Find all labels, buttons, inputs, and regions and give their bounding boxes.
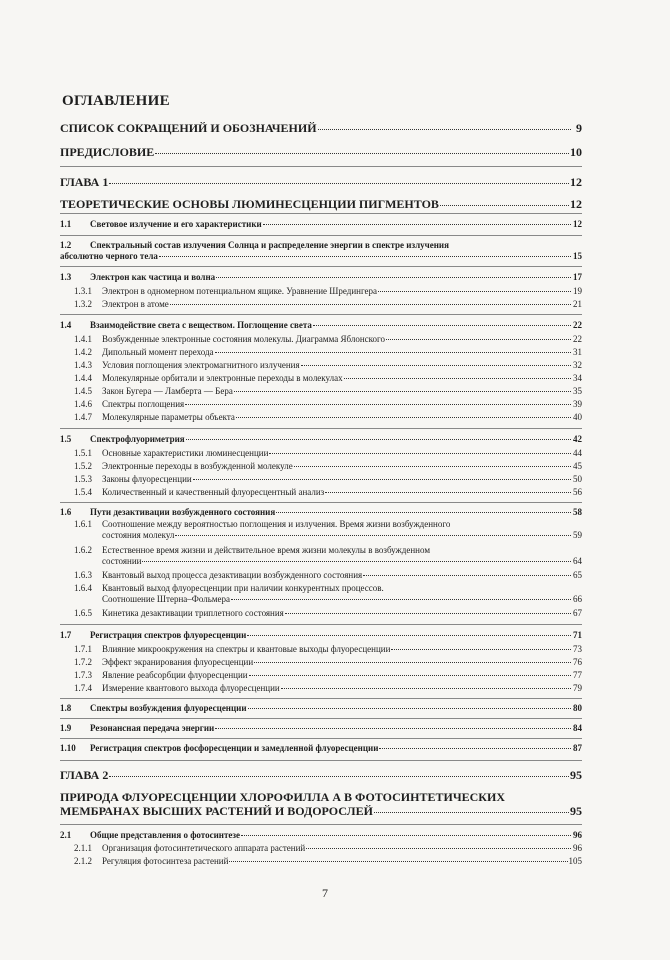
toc-entry-1-7-3[interactable] [60,670,582,681]
entry-label: Явление реабсорбции флуоресценции [102,670,248,680]
toc-entry-1-9[interactable] [60,723,582,734]
entry-label: Законы флуоресценции [102,474,192,484]
entry-label: ГЛАВА 1 [60,175,109,189]
entry-number: 1.5 [60,434,72,444]
entry-label: Квантовый выход процесса дезактивации возбужденного состояния [102,570,363,580]
entry-number: 1.4.4 [74,373,92,383]
entry-label-cont: состоянии [102,556,142,566]
divider [60,235,582,236]
entry-number: 1.2 [60,240,72,250]
entry-page: 40 [573,412,582,422]
toc-entry-1-6-3[interactable] [60,570,582,581]
entry-page: 87 [573,743,582,753]
divider [60,314,582,315]
entry-label: Общие представления о фотосинтезе [90,830,241,840]
entry-label: Дипольный момент перехода [102,347,214,357]
toc-entry-1-4-1[interactable] [60,334,582,345]
entry-label: Основные характеристики люминесценции [102,448,269,458]
toc-entry-1-10[interactable] [60,743,582,754]
toc-entry-1-6-1[interactable] [60,519,582,541]
entry-number: 2.1.1 [74,843,92,853]
entry-page: 10 [570,145,582,159]
toc-entry-1-3-2[interactable] [60,299,582,310]
page-number: 7 [322,886,328,900]
entry-page: 64 [573,556,582,566]
entry-number: 1.6.1 [74,519,92,529]
entry-page: 15 [573,251,582,261]
toc-entry-1-4-2[interactable] [60,347,582,358]
entry-page: 105 [568,856,582,866]
toc-entry-2-1-2[interactable] [60,856,582,867]
entry-number: 1.4.1 [74,334,92,344]
entry-page: 22 [573,320,582,330]
toc-entry-1-4-6[interactable] [60,399,582,410]
toc-entry-1-8[interactable] [60,703,582,714]
entry-label: Количественный и качественный флуоресцентный анализ [102,487,325,497]
entry-page: 21 [573,299,582,309]
entry-page: 32 [573,360,582,370]
entry-label: Молекулярные орбитали и электронные переходы в молекулах [102,373,343,383]
toc-entry-1-3[interactable] [60,272,582,283]
entry-number: 1.7.4 [74,683,92,693]
entry-label: Спектральный состав излучения Солнца и распределение энергии в спектре излучения [90,240,449,250]
divider [60,698,582,699]
entry-label: Электрон в одномерном потенциальном ящике. Уравнение Шредингера [102,286,378,296]
entry-label: Кинетика дезактивации триплетного состояния [102,608,284,618]
toc-entry-1-5-2[interactable] [60,461,582,472]
entry-page: 73 [573,644,582,654]
divider [60,213,582,214]
entry-number: 1.8 [60,703,72,713]
entry-number: 1.5.4 [74,487,92,497]
entry-number: 1.6.5 [74,608,92,618]
entry-number: 1.3 [60,272,72,282]
entry-number: 2.1 [60,830,72,840]
entry-page: 39 [573,399,582,409]
entry-page: 56 [573,487,582,497]
toc-entry-1-7-2[interactable] [60,657,582,668]
entry-label-cont: абсолютно черного тела [60,251,158,261]
toc-entry-1-5-3[interactable] [60,474,582,485]
entry-number: 1.3.1 [74,286,92,296]
entry-label: Организация фотосинтетического аппарата растений [102,843,306,853]
entry-label: Измерение квантового выхода флуоресценции [102,683,280,693]
entry-label-cont: состояния молекул [102,530,175,540]
entry-number: 1.5.2 [74,461,92,471]
entry-number: 1.4 [60,320,72,330]
entry-number: 1.3.2 [74,299,92,309]
entry-number: 1.7.2 [74,657,92,667]
toc-entry-1-3-1[interactable] [60,286,582,297]
divider [60,428,582,429]
entry-label: Электрон в атоме [102,299,169,309]
entry-label: Регистрация спектров флуоресценции [90,630,247,640]
entry-label: Спектры поглощения [102,399,185,409]
entry-page: 80 [573,703,582,713]
toc-entry-1-5-4[interactable] [60,487,582,498]
divider [60,760,582,761]
entry-number: 1.4.3 [74,360,92,370]
toc-entry-chapter-2-title[interactable] [60,790,582,818]
entry-page: 84 [573,723,582,733]
entry-number: 1.5.1 [74,448,92,458]
entry-label: Резонансная передача энергии [90,723,215,733]
entry-number: 2.1.2 [74,856,92,866]
toc-entry-1-7-1[interactable] [60,644,582,655]
toc-entry-abbreviations[interactable] [60,121,582,135]
toc-entry-2-1-1[interactable] [60,843,582,854]
entry-label: Спектрофлуориметрия [90,434,185,444]
entry-number: 1.6.3 [74,570,92,580]
entry-page: 66 [573,594,582,604]
entry-label: Соотношение между вероятностью поглощения и излучения. Время жизни возбужденного [102,519,451,529]
toc-entry-1-4[interactable] [60,320,582,331]
entry-page: 45 [573,461,582,471]
entry-page: 17 [573,272,582,282]
divider [60,502,582,503]
entry-label: Электрон как частица и волна [90,272,216,282]
entry-number: 1.4.7 [74,412,92,422]
toc-entry-1-5-1[interactable] [60,448,582,459]
entry-label: Квантовый выход флуоресценции при наличии конкурентных процессов. [102,583,384,593]
entry-number: 1.7.3 [74,670,92,680]
entry-number: 1.9 [60,723,72,733]
entry-label: Влияние микроокружения на спектры и квантовые выходы флуоресценции [102,644,391,654]
entry-label: Взаимодействие света с веществом. Поглощение света [90,320,312,330]
entry-page: 42 [573,434,582,444]
toc-entry-chapter-2[interactable] [60,768,582,782]
entry-page: 79 [573,683,582,693]
toc-entry-chapter-1-title[interactable] [60,197,582,211]
toc-entry-2-1[interactable] [60,830,582,841]
toc-title: ОГЛАВЛЕНИЕ [62,93,170,109]
toc-entry-chapter-1[interactable] [60,175,582,189]
toc-entry-1-4-3[interactable] [60,360,582,371]
entry-number: 1.7.1 [74,644,92,654]
entry-page: 96 [573,843,582,853]
entry-number: 1.1 [60,219,72,229]
toc-entry-1-4-7[interactable] [60,412,582,423]
entry-number: 1.6 [60,507,72,517]
entry-page: 12 [570,197,582,211]
entry-label-cont: МЕМБРАНАХ ВЫСШИХ РАСТЕНИЙ И ВОДОРОСЛЕЙ [60,804,373,818]
divider [60,166,582,167]
toc-entry-1-7-4[interactable] [60,683,582,694]
entry-label: СПИСОК СОКРАЩЕНИЙ И ОБОЗНАЧЕНИЙ [60,121,317,135]
entry-page: 65 [573,570,582,580]
toc-entry-1-4-5[interactable] [60,386,582,397]
entry-page: 77 [573,670,582,680]
entry-page: 12 [573,219,582,229]
entry-number: 1.6.4 [74,583,92,593]
entry-label: ТЕОРЕТИЧЕСКИЕ ОСНОВЫ ЛЮМИНЕСЦЕНЦИИ ПИГМЕНТОВ [60,197,439,211]
entry-page: 31 [573,347,582,357]
entry-page: 12 [570,175,582,189]
entry-label: Регистрация спектров фосфоресценции и замедленной флуоресценции [90,743,379,753]
toc-entry-1-6-5[interactable] [60,608,582,619]
toc-entry-1-1[interactable] [60,219,582,230]
entry-label: Электронные переходы в возбужденной молекуле [102,461,293,471]
entry-number: 1.7 [60,630,72,640]
entry-number: 1.4.2 [74,347,92,357]
divider [60,824,582,825]
entry-label: Световое излучение и его характеристики [90,219,262,229]
toc-entry-1-6[interactable] [60,507,582,518]
entry-label: Спектры возбуждения флуоресценции [90,703,247,713]
entry-label: Эффект экранирования флуоресценции [102,657,254,667]
entry-label: Молекулярные параметры объекта [102,412,235,422]
toc-entry-1-6-2[interactable] [60,545,582,567]
entry-label-cont: Соотношение Штерна–Фольмера [102,594,231,604]
entry-number: 1.10 [60,743,76,753]
entry-label: Регуляция фотосинтеза растений [102,856,229,866]
entry-label: ПРЕДИСЛОВИЕ [60,145,155,159]
entry-page: 76 [573,657,582,667]
entry-label: Возбужденные электронные состояния молекулы. Диаграмма Яблонского [102,334,386,344]
entry-number: 1.4.6 [74,399,92,409]
entry-page: 22 [573,334,582,344]
entry-number: 1.5.3 [74,474,92,484]
entry-page: 67 [573,608,582,618]
entry-page: 95 [570,768,582,782]
entry-page: 58 [573,507,582,517]
toc-entry-1-2[interactable] [60,240,582,262]
entry-page: 96 [573,830,582,840]
entry-label: ПРИРОДА ФЛУОРЕСЦЕНЦИИ ХЛОРОФИЛЛА А В ФОТОСИНТЕТИЧЕСКИХ [60,790,505,804]
entry-label: Естественное время жизни и действительное время жизни молекулы в возбужденном [102,545,431,555]
divider [60,738,582,739]
entry-page: 9 [576,121,582,135]
divider [60,718,582,719]
entry-label: Условия поглощения электромагнитного излучения [102,360,300,370]
toc-entry-preface[interactable] [60,145,582,159]
entry-label: Пути дезактивации возбужденного состояния [90,507,276,517]
entry-page: 44 [573,448,582,458]
entry-page: 59 [573,530,582,540]
entry-page: 71 [573,630,582,640]
entry-page: 35 [573,386,582,396]
toc-entry-1-6-4[interactable] [60,583,582,605]
entry-page: 19 [573,286,582,296]
entry-page: 34 [573,373,582,383]
entry-page: 50 [573,474,582,484]
toc-entry-1-4-4[interactable] [60,373,582,384]
entry-number: 1.4.5 [74,386,92,396]
entry-label: Закон Бугера — Ламберта — Бера [102,386,233,396]
toc-entry-1-5[interactable] [60,434,582,445]
toc-entry-1-7[interactable] [60,630,582,641]
entry-page: 95 [570,804,582,818]
divider [60,266,582,267]
entry-number: 1.6.2 [74,545,92,555]
entry-label: ГЛАВА 2 [60,768,109,782]
divider [60,624,582,625]
